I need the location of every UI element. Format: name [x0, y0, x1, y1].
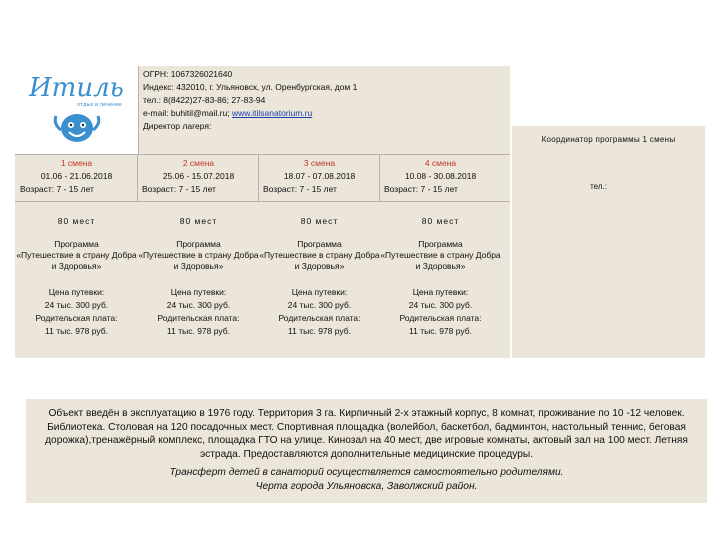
- camp-logo: [15, 66, 139, 155]
- shift-name: 4 смена: [424, 158, 457, 168]
- transfer-line-1: Трансферт детей в санаторий осуществляется самостоятельно родителями.: [169, 467, 564, 478]
- shift-age: Возраст: 7 - 15 лет: [384, 184, 458, 194]
- shift-name: 3 смена: [303, 158, 336, 168]
- phone-text: тел.: 8(8422)27-83-86; 27-83-94: [143, 95, 266, 105]
- program-label: Программа: [176, 239, 221, 249]
- logo-tagline: отдых и лечение: [77, 102, 122, 108]
- facility-description-box: [26, 399, 707, 503]
- price-value: 24 тыс. 300 руб.: [287, 300, 352, 310]
- parent-fee-value: 11 тыс. 978 руб.: [167, 326, 230, 336]
- price-label: Цена путевки:: [48, 287, 105, 297]
- organization-info: [143, 68, 503, 133]
- parent-fee-value: 11 тыс. 978 руб.: [409, 326, 472, 336]
- price-label: Цена путевки:: [170, 287, 227, 297]
- program-name: «Путешествие в страну Добра и Здоровья»: [259, 250, 380, 271]
- smiley-mascot-icon: [15, 66, 138, 154]
- program-name: «Путешествие в страну Добра и Здоровья»: [138, 250, 259, 271]
- parent-fee-value: 11 тыс. 978 руб.: [288, 326, 351, 336]
- shift-program: [259, 239, 380, 272]
- program-name: «Путешествие в страну Добра и Здоровья»: [16, 250, 137, 271]
- shift-name: 1 смена: [60, 158, 93, 168]
- shift-age: Возраст: 7 - 15 лет: [263, 184, 337, 194]
- shift-column-4: [380, 154, 501, 338]
- shift-program: [380, 239, 501, 272]
- shift-price: [259, 286, 380, 338]
- contacts-line: [143, 107, 503, 120]
- price-value: 24 тыс. 300 руб.: [166, 300, 231, 310]
- shift-program: [138, 239, 259, 272]
- parent-fee-label: Родительская плата:: [157, 313, 240, 323]
- shift-program: [16, 239, 137, 272]
- shift-price: [380, 286, 501, 338]
- parent-fee-value: 11 тыс. 978 руб.: [45, 326, 108, 336]
- logo-brand-text: Итиль: [29, 73, 124, 103]
- coordinator-box: [512, 126, 705, 358]
- shift-places: 80 мест: [300, 216, 339, 226]
- shift-age: Возраст: 7 - 15 лет: [20, 184, 94, 194]
- shift-places: 80 мест: [57, 216, 96, 226]
- price-label: Цена путевки:: [412, 287, 469, 297]
- shift-price: [138, 286, 259, 338]
- program-label: Программа: [297, 239, 342, 249]
- shift-places: 80 мест: [179, 216, 218, 226]
- shift-dates: 25.06 - 15.07.2018: [162, 171, 235, 181]
- facility-description: Объект введён в эксплуатацию в 1976 году. Территория 3 га. Кирпичный 2-х этажный корпус, 8 комнат, проживание по 10 -12 человек. Библиотека. Столовая на 120 посадочных мест. Спортивная площадка (волейбол, баскетбол, бадминтон, настольный теннис, беговая дорожка),тренажёрный комплекс, площадка ГТО на улице. Кинозал на 40 мест, две игровые комнаты, актовый зал на 100 мест. Летняя эстрада. Предоставляются дополнительные медицинские процедуры.: [45, 408, 688, 460]
- price-value: 24 тыс. 300 руб.: [44, 300, 109, 310]
- shift-places: 80 мест: [421, 216, 460, 226]
- shift-column-2: [138, 154, 259, 338]
- price-label: Цена путевки:: [291, 287, 348, 297]
- program-name: «Путешествие в страну Добра и Здоровья»: [380, 250, 501, 271]
- program-label: Программа: [418, 239, 463, 249]
- shift-age: Возраст: 7 - 15 лет: [142, 184, 216, 194]
- address-text: Индекс: 432010, г. Ульяновск, ул. Оренбургская, дом 1: [143, 82, 358, 92]
- shift-column-1: [16, 154, 137, 338]
- program-label: Программа: [54, 239, 99, 249]
- parent-fee-label: Родительская плата:: [278, 313, 361, 323]
- shift-name: 2 смена: [182, 158, 215, 168]
- shift-dates: 18.07 - 07.08.2018: [283, 171, 356, 181]
- shift-dates: 10.08 - 30.08.2018: [404, 171, 477, 181]
- ogrn-text: ОГРН: 1067326021640: [143, 69, 233, 79]
- transfer-note: [26, 466, 707, 493]
- website-link[interactable]: www.itilsanatorium.ru: [231, 108, 313, 118]
- shift-dates: 01.06 - 21.06.2018: [40, 171, 113, 181]
- price-value: 24 тыс. 300 руб.: [408, 300, 473, 310]
- director-label: Директор лагеря:: [143, 121, 212, 131]
- parent-fee-label: Родительская плата:: [35, 313, 118, 323]
- coordinator-tel: тел.:: [590, 182, 607, 191]
- parent-fee-label: Родительская плата:: [399, 313, 482, 323]
- email-text: e-mail: buhitil@mail.ru;: [143, 108, 232, 118]
- shift-column-3: [259, 154, 380, 338]
- transfer-line-2: Черта города Ульяновска, Заволжский район.: [255, 480, 478, 492]
- shift-price: [16, 286, 137, 338]
- coordinator-title: Координатор программы 1 смены: [541, 135, 676, 144]
